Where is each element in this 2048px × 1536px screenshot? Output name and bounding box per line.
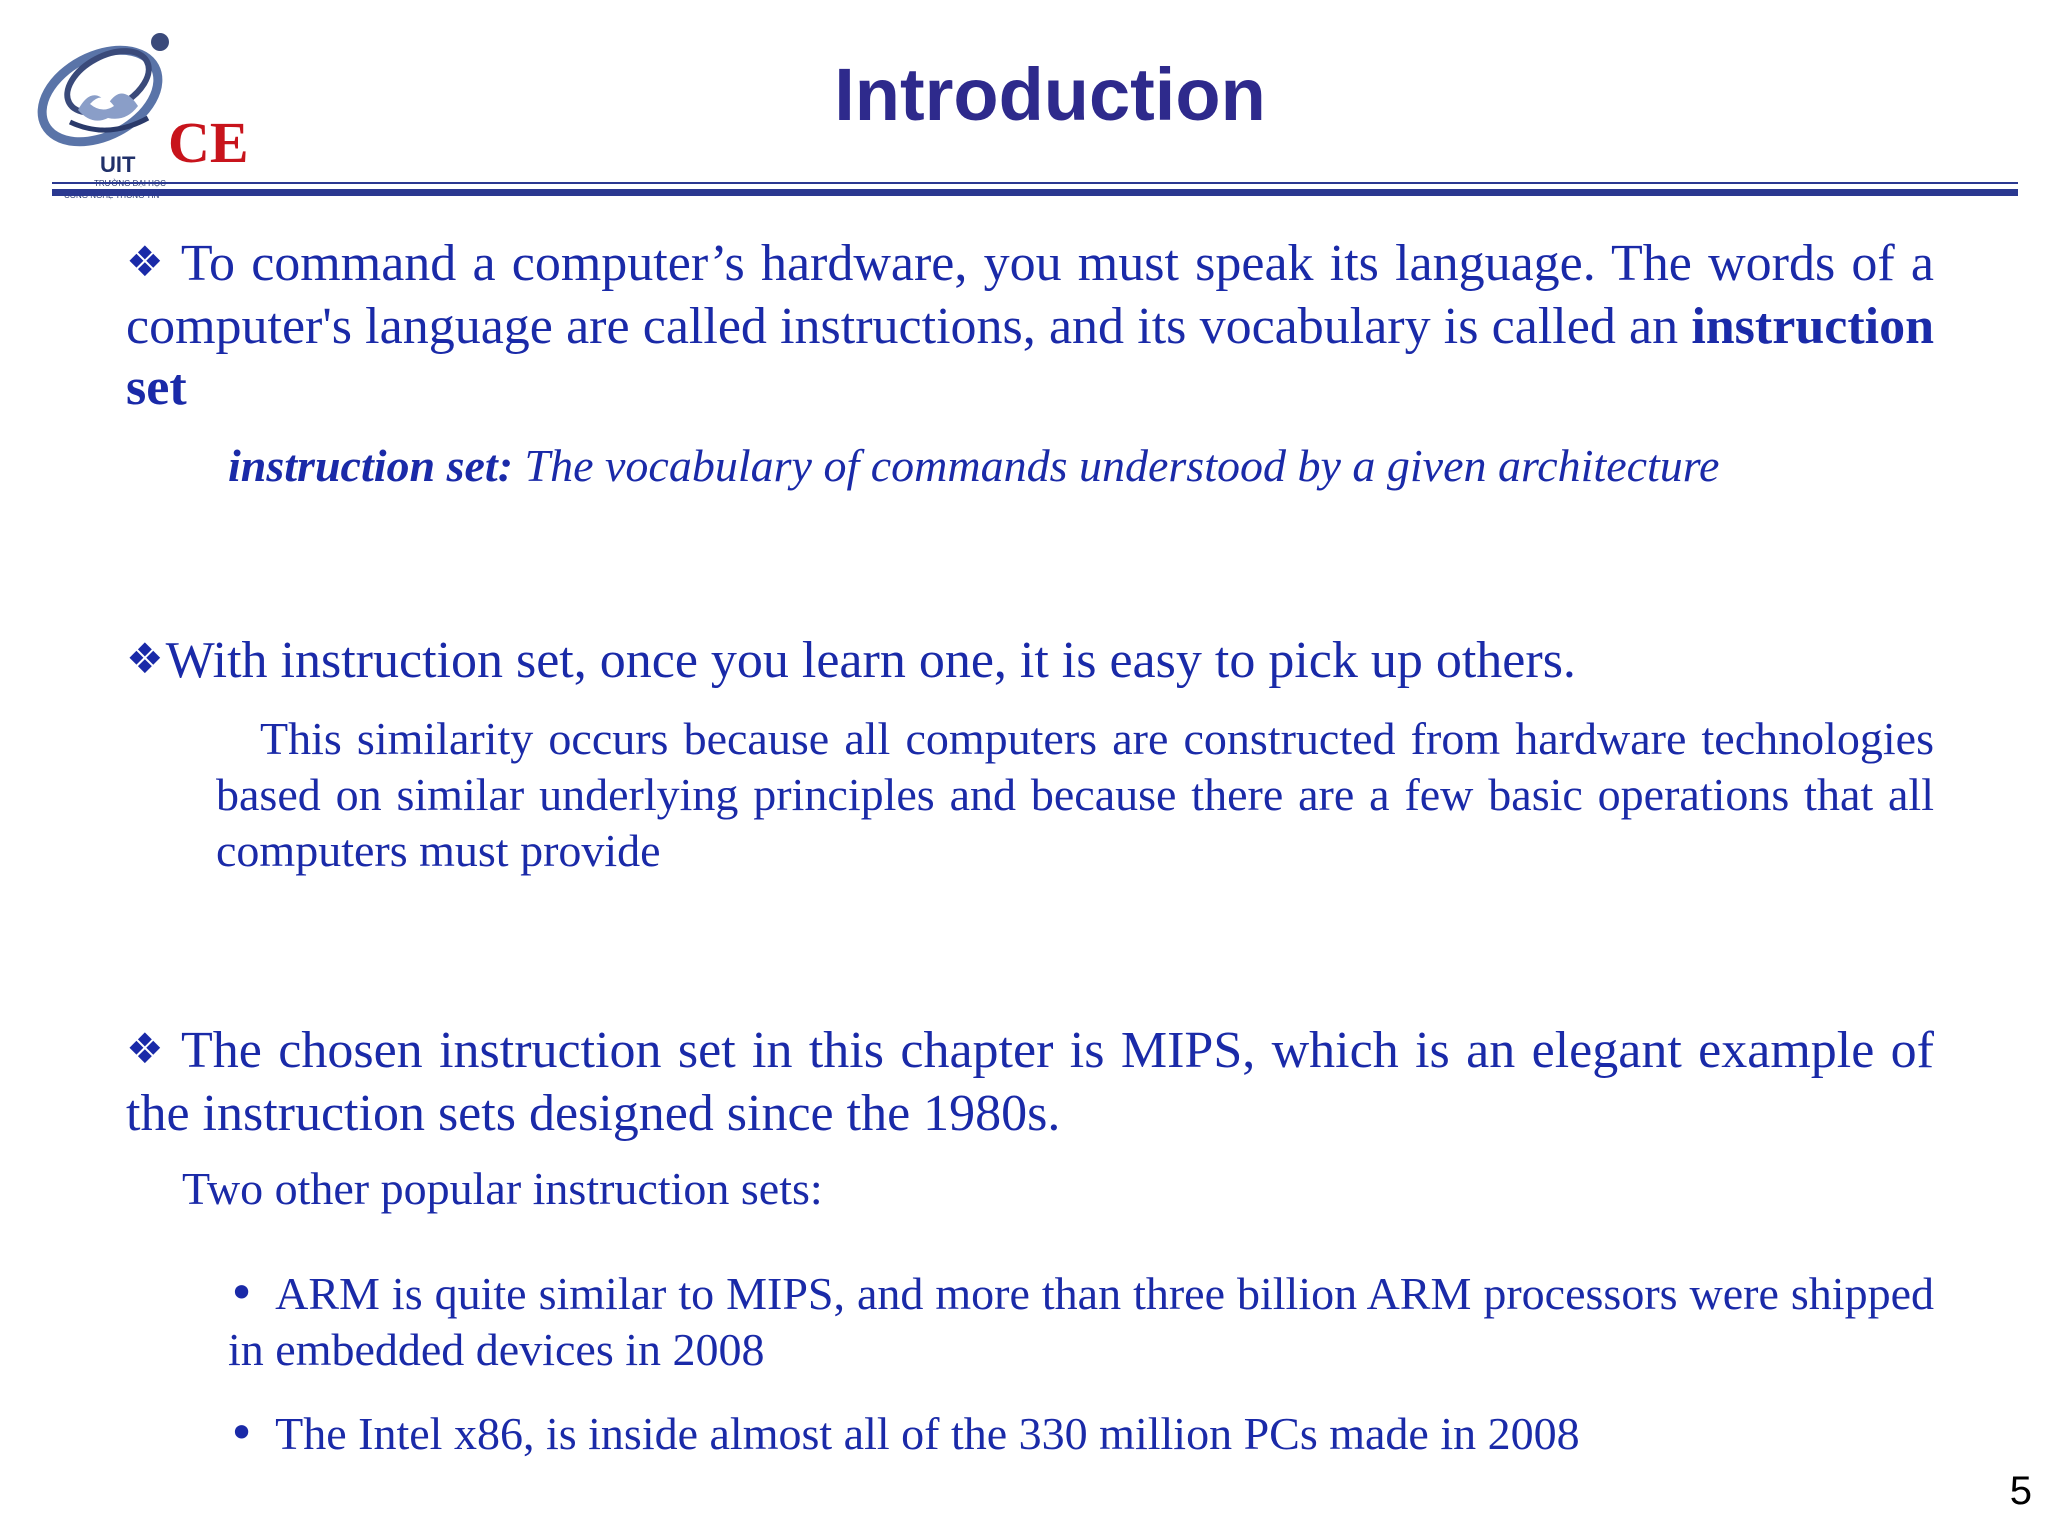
bullet-2-text: With instruction set, once you learn one, it is easy to pick up others. — [165, 632, 1576, 689]
sub-item-2 — [228, 1405, 1934, 1462]
bullet-1 — [126, 233, 1934, 418]
bullet-1-bold-term: instruction set — [126, 298, 1934, 416]
sub-item-1 — [228, 1265, 1934, 1378]
diamond-bullet-icon: ❖ — [126, 237, 167, 286]
title-rule-thick — [52, 189, 2018, 196]
title-rule-thin — [52, 182, 2018, 184]
diamond-bullet-icon: ❖ — [126, 634, 164, 683]
bullet-2-note: This similarity occurs because all computers are constructed from hardware technologies based on similar underlying principles and because there are a few basic operations that all computers must provide — [216, 713, 1934, 876]
logo-uit-text: UIT — [100, 152, 136, 177]
bullet-1-text: To command a computer’s hardware, you must speak its language. The words of a computer's language are called instructions, and its vocabulary is called an — [126, 235, 1935, 355]
logo-ce-text: CE — [168, 110, 249, 175]
definition-line — [228, 438, 1719, 494]
bullet-3-text: The chosen instruction set in this chapter is MIPS, which is an elegant example of the instruction sets designed since the 1980s. — [126, 1022, 1935, 1142]
sub-item-2-text: The Intel x86, is inside almost all of the 330 million PCs made in 2008 — [275, 1408, 1580, 1459]
slide-title: Introduction — [834, 53, 1266, 136]
diamond-bullet-icon: ❖ — [126, 1024, 168, 1073]
dot-bullet-icon: • — [228, 1266, 256, 1320]
bullet-3 — [126, 1020, 1934, 1144]
page-number: 5 — [2009, 1469, 2032, 1513]
definition-term: instruction set: — [228, 440, 514, 491]
bullet-2 — [126, 630, 1934, 693]
sub-item-1-text: ARM is quite similar to MIPS, and more than three billion ARM processors were shipped in embedded devices in 2008 — [228, 1268, 1934, 1375]
bullet-3-note: Two other popular instruction sets: — [182, 1163, 823, 1214]
dot-bullet-icon: • — [228, 1406, 256, 1460]
definition-text: The vocabulary of commands understood by a given architecture — [513, 440, 1720, 491]
